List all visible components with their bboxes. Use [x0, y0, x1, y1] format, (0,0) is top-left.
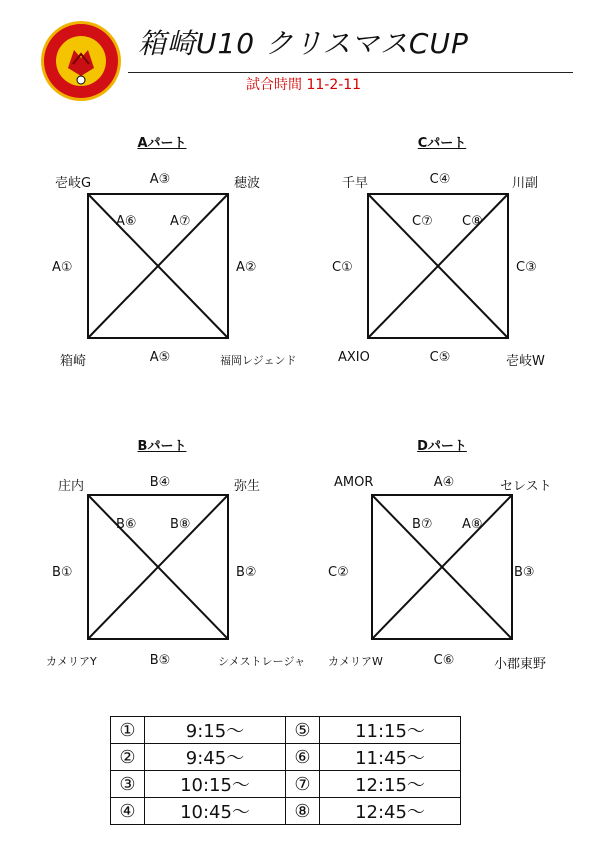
match-diagram — [370, 493, 514, 641]
team-top-right: 穂波 — [234, 176, 261, 191]
team-bottom-left: カメリアW — [328, 655, 383, 668]
match-diagram — [86, 493, 230, 641]
match-time-note: 試合時間 11-2-11 — [246, 77, 362, 93]
group-title: Aパート — [137, 136, 187, 151]
match-left: C② — [328, 565, 349, 580]
team-bottom-right: 壱岐W — [506, 354, 545, 369]
match-bottom: B⑤ — [149, 653, 171, 668]
team-top-left: AMOR — [334, 475, 374, 490]
match-right: B② — [236, 565, 257, 580]
group-title: Bパート — [137, 439, 187, 454]
match-diagonal-2: A⑦ — [170, 214, 191, 229]
match-right: C③ — [516, 260, 537, 275]
match-time: 10:15～ — [145, 771, 286, 798]
team-top-right: 弥生 — [234, 479, 261, 494]
match-left: C① — [332, 260, 353, 275]
match-left: A① — [52, 260, 73, 275]
match-number: ④ — [111, 798, 145, 825]
match-time: 11:15～ — [320, 717, 461, 744]
match-bottom: C⑤ — [429, 350, 451, 365]
team-bottom-right: 福岡レジェンド — [220, 354, 297, 367]
match-number: ⑥ — [286, 744, 320, 771]
team-top-left: 庄内 — [58, 479, 85, 494]
match-time: 11:45～ — [320, 744, 461, 771]
title-underline — [128, 72, 573, 73]
page-title: 箱崎U10 クリスマスCUP — [138, 27, 469, 60]
group-title: Cパート — [417, 136, 467, 151]
match-time: 12:15～ — [320, 771, 461, 798]
match-diagram — [86, 192, 230, 340]
match-number: ① — [111, 717, 145, 744]
match-number: ⑤ — [286, 717, 320, 744]
match-right: A② — [236, 260, 257, 275]
match-time: 10:45～ — [145, 798, 286, 825]
match-number: ② — [111, 744, 145, 771]
group-title: Dパート — [417, 439, 467, 454]
team-bottom-right: シメストレージャ — [218, 655, 306, 668]
group-d — [310, 435, 570, 675]
schedule-table — [110, 716, 461, 825]
group-c — [310, 132, 570, 372]
team-bottom-left: AXIO — [338, 350, 370, 365]
group-a — [30, 132, 297, 372]
match-bottom: C⑥ — [433, 653, 455, 668]
team-top-left: 壱岐G — [55, 176, 92, 191]
match-top: C④ — [429, 172, 451, 187]
match-left: B① — [52, 565, 73, 580]
team-top-left: 千早 — [342, 176, 369, 191]
match-diagonal-2: C⑧ — [462, 214, 483, 229]
match-number: ⑦ — [286, 771, 320, 798]
match-right: B③ — [514, 565, 535, 580]
team-bottom-left: カメリアY — [46, 655, 97, 668]
match-time: 9:45～ — [145, 744, 286, 771]
match-diagonal-2: A⑧ — [462, 517, 483, 532]
match-top: B④ — [149, 475, 171, 490]
table-row — [111, 744, 461, 771]
table-row — [111, 771, 461, 798]
group-b — [30, 435, 306, 675]
match-number: ⑧ — [286, 798, 320, 825]
team-bottom-left: 箱崎 — [60, 354, 87, 369]
match-top: A④ — [433, 475, 455, 490]
match-time: 9:15～ — [145, 717, 286, 744]
match-time: 12:45～ — [320, 798, 461, 825]
match-diagonal-1: C⑦ — [412, 214, 433, 229]
match-diagram — [366, 192, 510, 340]
team-top-right: セレスト — [500, 479, 552, 494]
match-diagonal-2: B⑧ — [170, 517, 191, 532]
match-number: ③ — [111, 771, 145, 798]
match-bottom: A⑤ — [149, 350, 171, 365]
table-row — [111, 717, 461, 744]
team-top-right: 川副 — [512, 176, 539, 191]
match-diagonal-1: B⑦ — [412, 517, 433, 532]
table-row — [111, 798, 461, 825]
match-top: A③ — [149, 172, 171, 187]
club-logo — [40, 20, 122, 102]
match-diagonal-1: A⑥ — [116, 214, 137, 229]
match-diagonal-1: B⑥ — [116, 517, 137, 532]
team-bottom-right: 小郡東野 — [494, 657, 547, 672]
